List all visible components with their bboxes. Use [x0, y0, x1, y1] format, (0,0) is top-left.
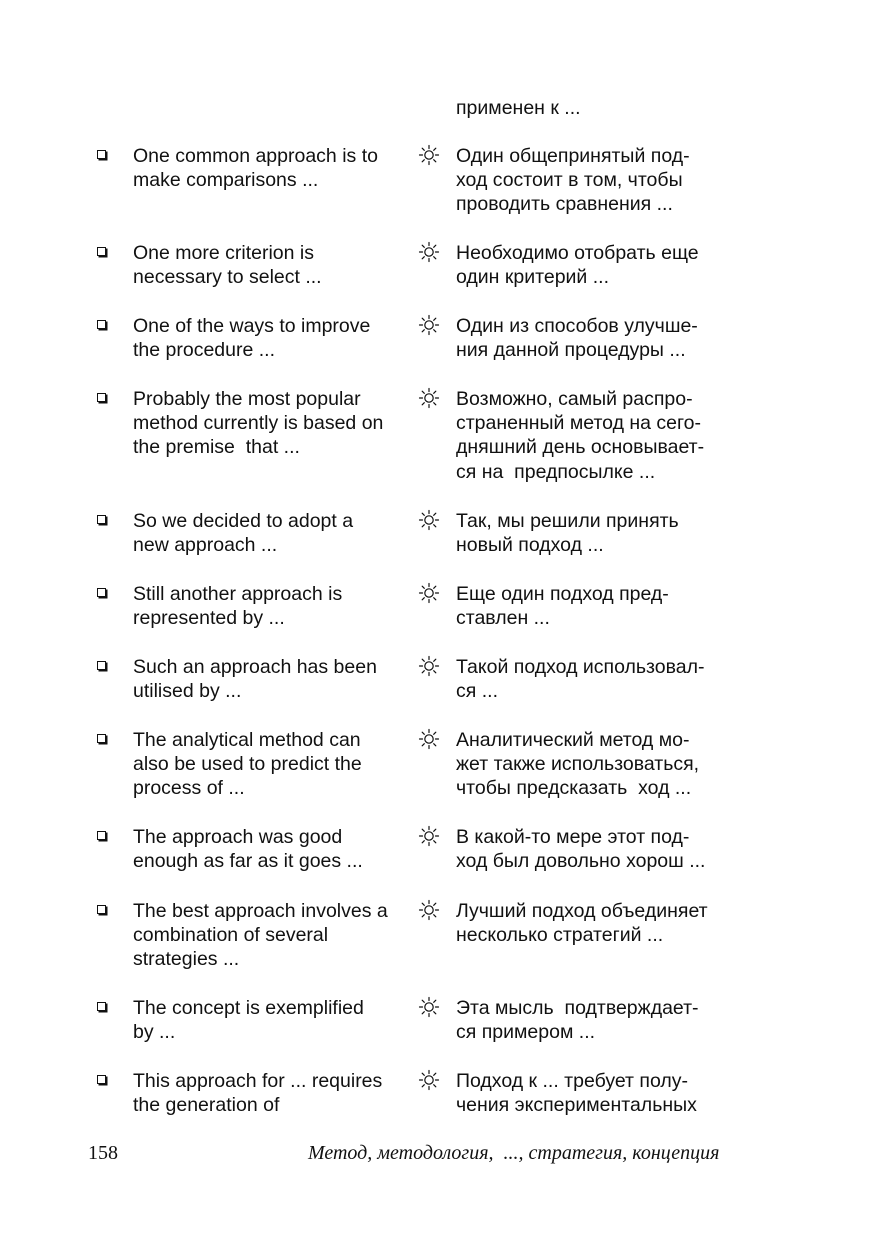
russian-translation: Подход к ... требует полу- чения экспериментальных: [456, 1070, 697, 1117]
english-phrase: The concept is exemplified by ...: [133, 997, 364, 1044]
russian-translation: Лучший подход объединяет несколько стратегий ...: [456, 900, 708, 947]
russian-translation: Необходимо отобрать еще один критерий ...: [456, 242, 699, 289]
sun-icon: [418, 899, 440, 921]
checkbox-bullet-icon: [97, 515, 106, 524]
russian-translation: Возможно, самый распро- страненный метод на сего- дняшний день основывает- ся на предпосылке ...: [456, 388, 705, 483]
sun-icon: [418, 582, 440, 604]
english-phrase: One common approach is to make comparisons ...: [133, 145, 378, 192]
sun-icon: [418, 996, 440, 1018]
checkbox-bullet-icon: [97, 831, 106, 840]
russian-translation: Один общепринятый под- ход состоит в том, чтобы проводить сравнения ...: [456, 145, 690, 216]
english-phrase: The approach was good enough as far as it goes ...: [133, 826, 363, 873]
checkbox-bullet-icon: [97, 734, 106, 743]
sun-icon: [418, 387, 440, 409]
sun-icon: [418, 825, 440, 847]
english-phrase: Probably the most popular method currently is based on the premise that ...: [133, 388, 384, 459]
sun-icon: [418, 655, 440, 677]
continuation-text: применен к ...: [456, 97, 581, 119]
russian-translation: Аналитический метод мо- жет также использоваться, чтобы предсказать ход ...: [456, 729, 700, 800]
sun-icon: [418, 728, 440, 750]
russian-translation: В какой-то мере этот под- ход был довольно хорош ...: [456, 826, 706, 873]
checkbox-bullet-icon: [97, 905, 106, 914]
english-phrase: One of the ways to improve the procedure ...: [133, 315, 371, 362]
english-phrase: This approach for ... requires the generation of: [133, 1070, 383, 1117]
checkbox-bullet-icon: [97, 247, 106, 256]
checkbox-bullet-icon: [97, 150, 106, 159]
checkbox-bullet-icon: [97, 393, 106, 402]
english-phrase: One more criterion is necessary to select ...: [133, 242, 322, 289]
sun-icon: [418, 144, 440, 166]
page-number: 158: [88, 1142, 118, 1164]
sun-icon: [418, 1069, 440, 1091]
running-title: Метод, методология, ..., стратегия, концепция: [308, 1142, 720, 1164]
russian-translation: Еще один подход пред- ставлен ...: [456, 583, 669, 630]
russian-translation: Так, мы решили принять новый подход ...: [456, 510, 679, 557]
russian-translation: Один из способов улучше- ния данной процедуры ...: [456, 315, 698, 362]
russian-translation: Эта мысль подтверждает- ся примером ...: [456, 997, 699, 1044]
checkbox-bullet-icon: [97, 588, 106, 597]
sun-icon: [418, 241, 440, 263]
sun-icon: [418, 314, 440, 336]
english-phrase: The best approach involves a combination of several strategies ...: [133, 900, 388, 971]
checkbox-bullet-icon: [97, 1002, 106, 1011]
english-phrase: So we decided to adopt a new approach ...: [133, 510, 354, 557]
english-phrase: Still another approach is represented by ...: [133, 583, 343, 630]
sun-icon: [418, 509, 440, 531]
english-phrase: The analytical method can also be used to predict the process of ...: [133, 729, 362, 800]
checkbox-bullet-icon: [97, 1075, 106, 1084]
checkbox-bullet-icon: [97, 320, 106, 329]
russian-translation: Такой подход использовал- ся ...: [456, 656, 705, 703]
english-phrase: Such an approach has been utilised by ...: [133, 656, 377, 703]
checkbox-bullet-icon: [97, 661, 106, 670]
